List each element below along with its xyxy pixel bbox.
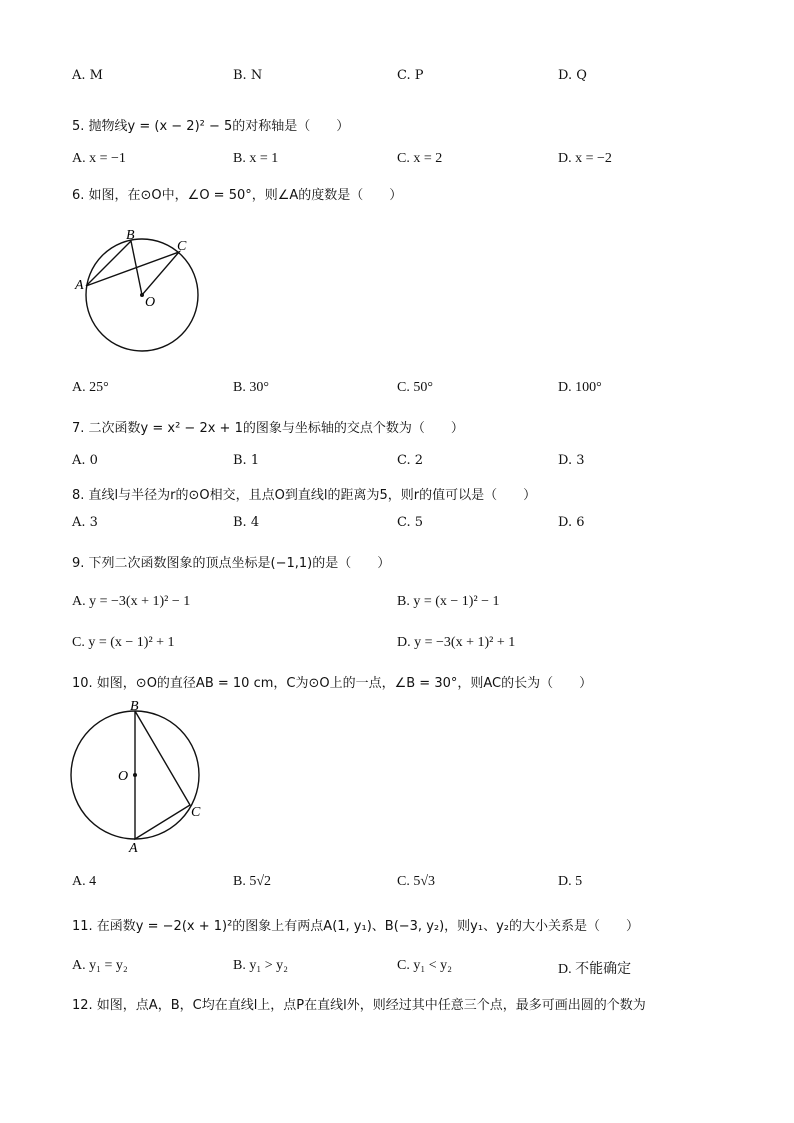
q11-options <box>72 958 722 978</box>
q9-option-d: D. y = −3(x + 1)² + 1 <box>397 635 516 650</box>
q10-options <box>72 874 722 894</box>
q6-option-d: D. 100° <box>558 380 602 395</box>
q11-option-d: D. 不能确定 <box>558 962 632 977</box>
q8-option-d: D. 6 <box>558 515 585 530</box>
q7-option-d: D. 3 <box>558 453 585 468</box>
q5-stem: 5. 抛物线y = (x − 2)² − 5的对称轴是（ ） <box>72 119 350 134</box>
q6-stem: 6. 如图，在⊙O中，∠O = 50°，则∠A的度数是（ ） <box>72 188 403 203</box>
q4-option-b: B. N <box>233 68 263 83</box>
q4-option-c: C. P <box>397 68 424 83</box>
q10-stem: 10. 如图，⊙O的直径AB = 10 cm，C为⊙O上的一点，∠B = 30°，则AC的长为（ ） <box>72 676 593 691</box>
q11-stem: 11. 在函数y = −2(x + 1)²的图象上有两点A(1, y₁)、B(−3, y₂)，则y₁、y₂的大小关系是（ ） <box>72 919 639 934</box>
q6-center-dot <box>140 293 144 297</box>
q5-option-d: D. x = −2 <box>558 151 612 166</box>
q8-stem: 8. 直线l与半径为r的⊙O相交，且点O到直线l的距离为5，则r的值可以是（ ） <box>72 488 537 503</box>
q7-option-a: A. 0 <box>72 453 98 468</box>
q12-stem: 12. 如图，点A，B，C均在直线l上，点P在直线l外，则经过其中任意三个点，最多可画出圆的个数为 <box>72 998 646 1013</box>
q7-stem: 7. 二次函数y = x² − 2x + 1的图象与坐标轴的交点个数为（ ） <box>72 421 464 436</box>
q9-stem: 9. 下列二次函数图象的顶点坐标是(−1,1)的是（ ） <box>72 556 391 571</box>
q5-option-c: C. x = 2 <box>397 151 443 166</box>
q10-center-dot <box>133 773 137 777</box>
q6-option-b: B. 30° <box>233 380 269 395</box>
q8-options <box>72 515 722 535</box>
q11-option-a: A. y₁ = y₂ <box>72 958 128 973</box>
q10-option-d: D. 5 <box>558 874 583 889</box>
q4-options <box>72 68 722 88</box>
q7-option-b: B. 1 <box>233 453 260 468</box>
q6-label-o: O <box>145 295 156 310</box>
q6-circle-figure <box>70 222 210 362</box>
q6-option-a: A. 25° <box>72 380 109 395</box>
q9-options-row1 <box>72 594 722 614</box>
q5-options <box>72 151 722 171</box>
q6-options <box>72 380 722 400</box>
q9-option-a: A. y = −3(x + 1)² − 1 <box>72 594 191 609</box>
q11-option-b: B. y₁ > y₂ <box>233 958 288 973</box>
q6-label-a: A <box>75 278 84 293</box>
q7-option-c: C. 2 <box>397 453 424 468</box>
q8-option-b: B. 4 <box>233 515 260 530</box>
q9-option-b: B. y = (x − 1)² − 1 <box>397 594 500 609</box>
q10-label-c: C <box>191 805 201 820</box>
q5-option-a: A. x = −1 <box>72 151 126 166</box>
q9-option-c: C. y = (x − 1)² + 1 <box>72 635 175 650</box>
q11-option-c: C. y₁ < y₂ <box>397 958 452 973</box>
q10-triangle <box>135 711 190 839</box>
q10-label-a: A <box>129 841 138 856</box>
q10-option-b: B. 5√2 <box>233 874 272 889</box>
q7-options <box>72 453 722 473</box>
q6-chords <box>86 241 179 295</box>
q10-label-b: B <box>130 699 139 714</box>
q9-options-row2 <box>72 635 722 655</box>
q8-option-a: A. 3 <box>72 515 98 530</box>
q10-option-a: A. 4 <box>72 874 97 889</box>
q8-option-c: C. 5 <box>397 515 424 530</box>
q6-label-c: C <box>177 239 187 254</box>
q10-circle-figure <box>62 697 222 857</box>
q6-label-b: B <box>126 228 135 243</box>
q10-option-c: C. 5√3 <box>397 874 436 889</box>
q5-option-b: B. x = 1 <box>233 151 279 166</box>
q6-option-c: C. 50° <box>397 380 433 395</box>
q10-label-o: O <box>118 769 129 784</box>
q4-option-d: D. Q <box>558 68 587 83</box>
q4-option-a: A. M <box>72 68 103 83</box>
